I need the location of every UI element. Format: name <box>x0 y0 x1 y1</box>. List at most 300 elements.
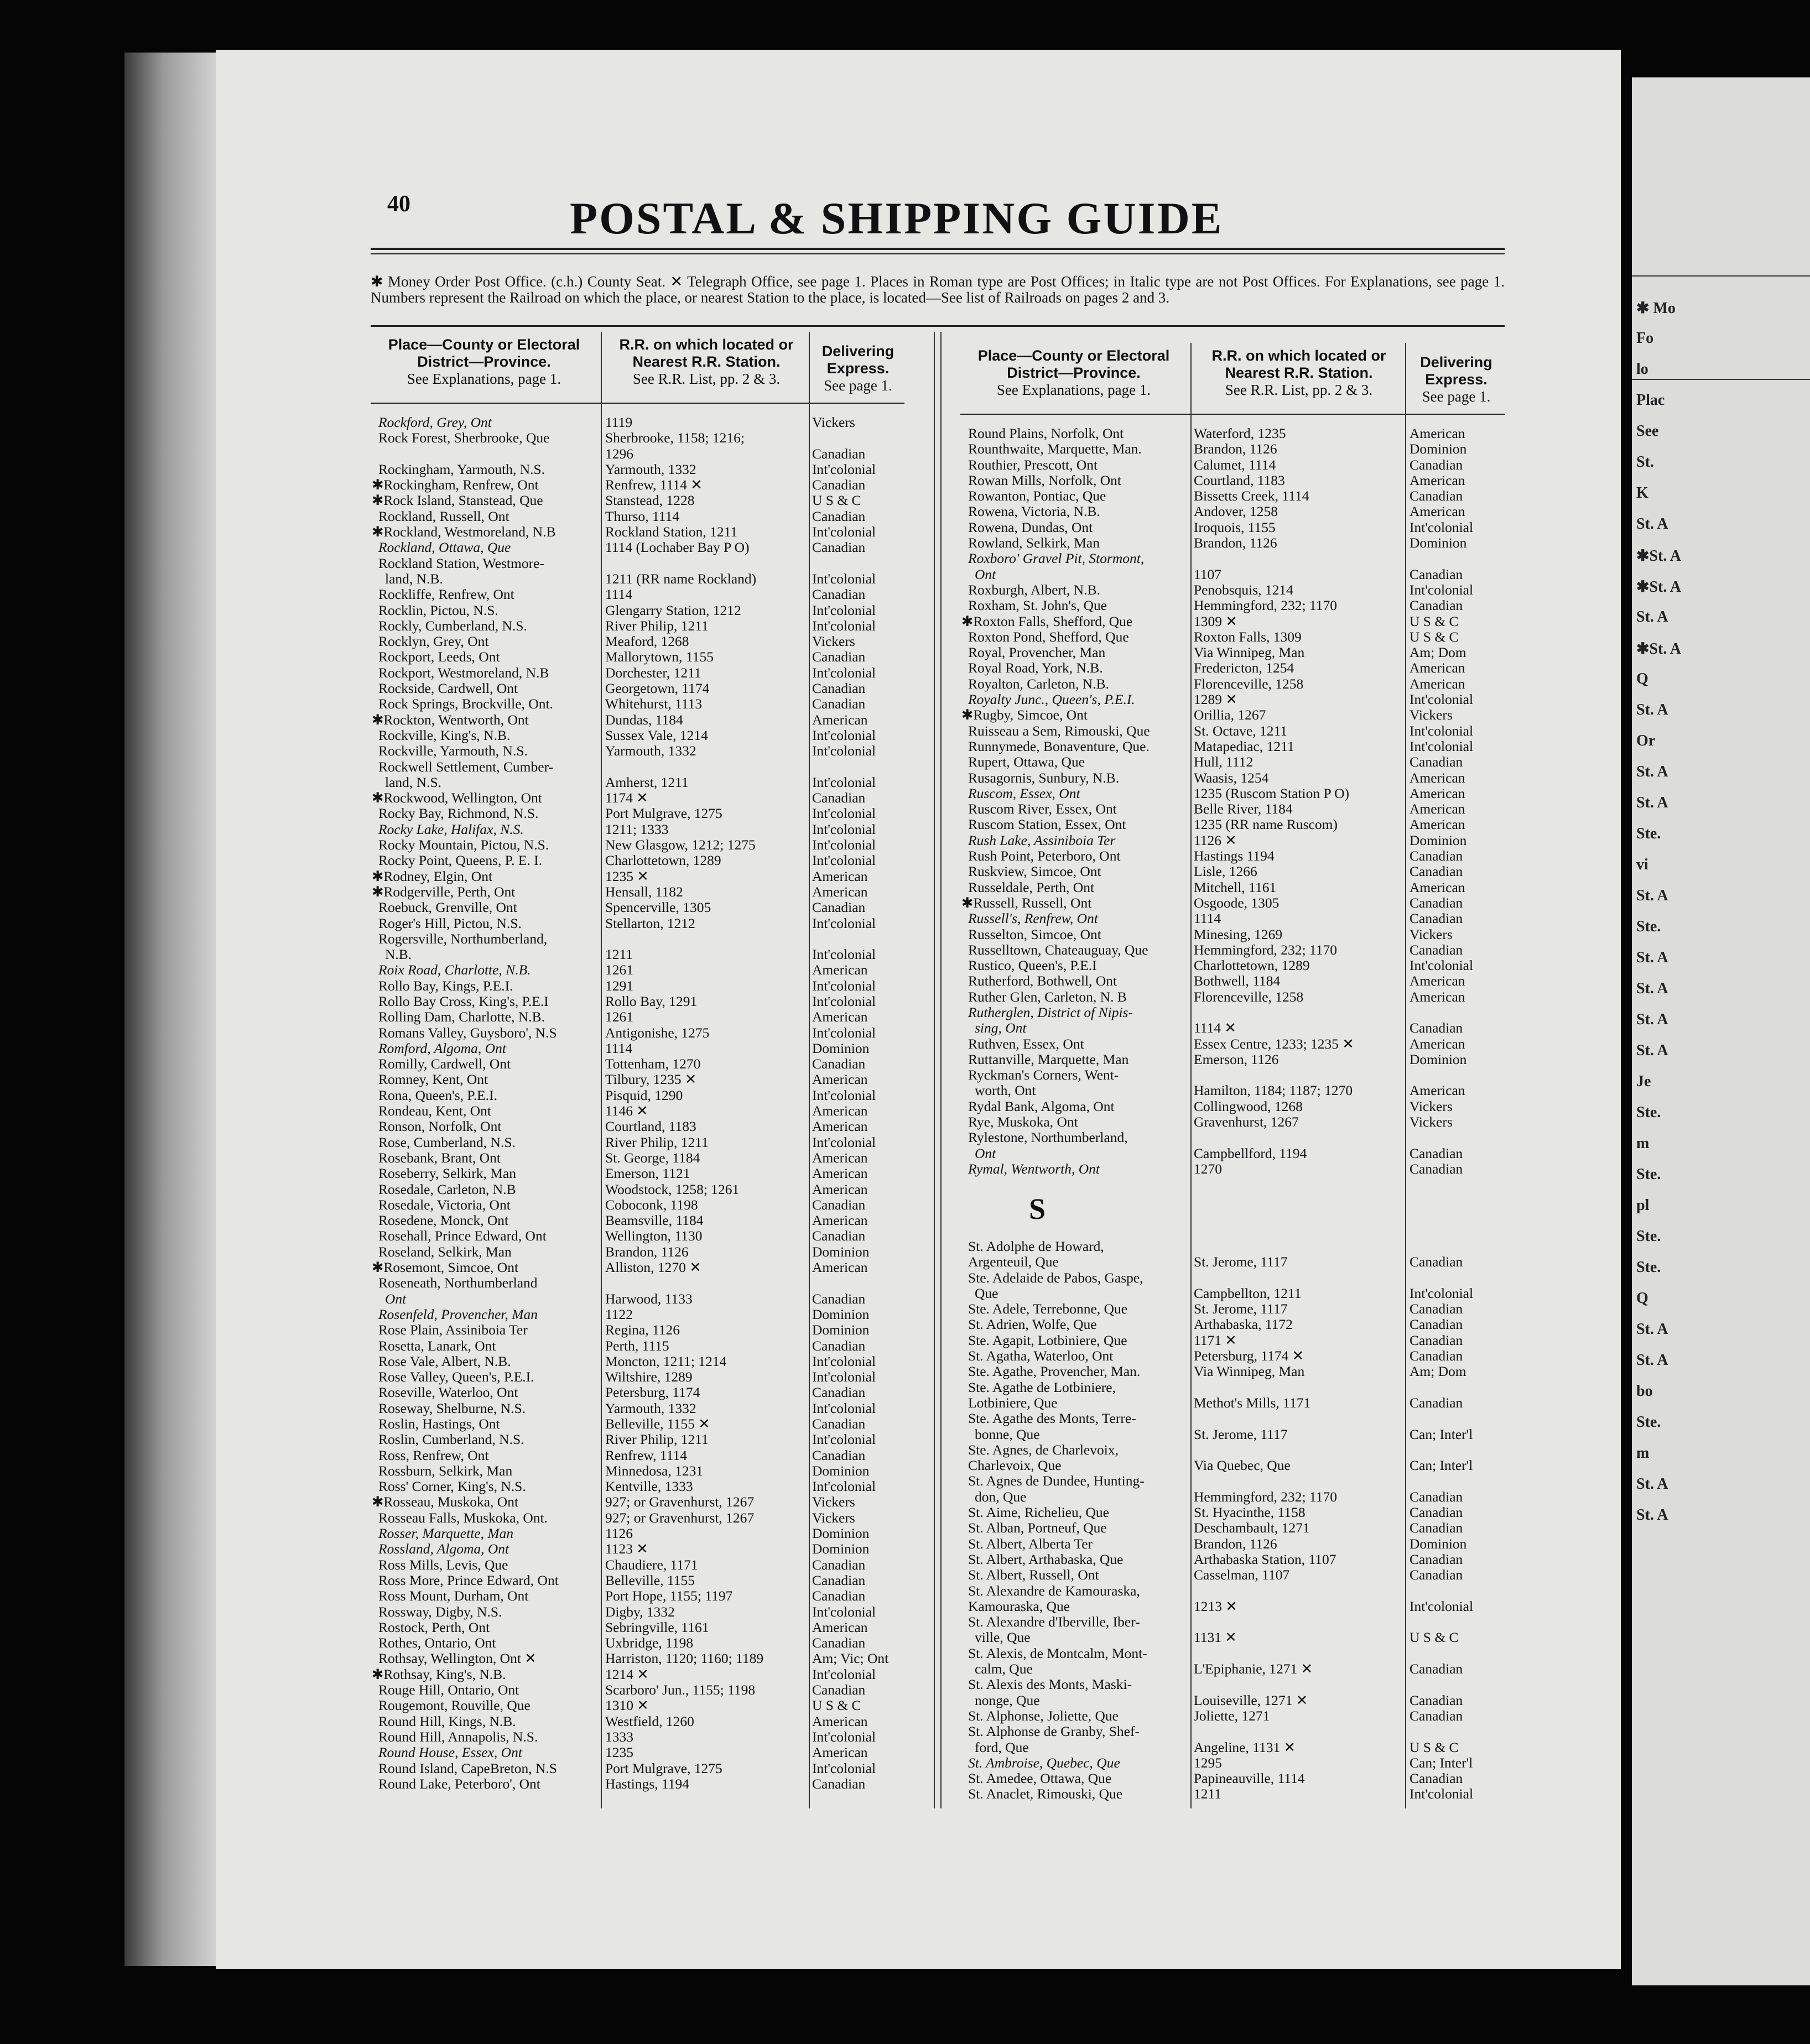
place-cell: St. Alexandre de Kamouraska, <box>968 1583 1140 1599</box>
express-cell: Int'colonial <box>812 1369 876 1385</box>
column-divider <box>934 332 935 1808</box>
table-row <box>961 567 1504 582</box>
table-row <box>961 1724 1504 1739</box>
place-cell: St. Aime, Richelieu, Que <box>968 1505 1109 1521</box>
table-row <box>372 962 903 978</box>
express-cell: American <box>1409 1036 1465 1052</box>
express-cell: Int'colonial <box>812 1134 876 1150</box>
table-row <box>961 1411 1504 1426</box>
table-row <box>961 1364 1504 1379</box>
railroad-cell: Courtland, 1183 <box>605 1119 696 1135</box>
railroad-cell: Rockland Station, 1211 <box>605 524 738 540</box>
place-cell: Rougemont, Rouville, Que <box>378 1698 530 1714</box>
railroad-cell: 1235 (RR name Ruscom) <box>1194 817 1338 833</box>
header-rule-top <box>371 325 1505 327</box>
place-cell: Rush Point, Peterboro, Ont <box>968 848 1121 864</box>
table-row <box>372 1463 903 1479</box>
express-cell: Int'colonial <box>812 978 876 994</box>
railroad-cell: Mallorytown, 1155 <box>605 649 714 665</box>
express-cell: Canadian <box>1409 1317 1463 1333</box>
header-rr-right <box>1194 347 1404 399</box>
railroad-cell: L'Epiphanie, 1271 ✕ <box>1194 1661 1313 1677</box>
railroad-cell: Hemmingford, 232; 1170 <box>1194 598 1337 614</box>
table-row <box>372 1761 903 1776</box>
facing-page-text: bo <box>1636 1383 1653 1400</box>
express-cell: Int'colonial <box>812 618 876 634</box>
place-cell: ville, Que <box>975 1630 1031 1646</box>
place-cell: Round Island, CapeBreton, N.S <box>378 1760 557 1776</box>
table-row <box>372 1432 903 1447</box>
facing-page-text: St. A <box>1636 1321 1668 1338</box>
railroad-cell: 1213 ✕ <box>1194 1598 1237 1614</box>
railroad-cell: 1126 ✕ <box>1194 832 1237 848</box>
facing-page-text: St. A <box>1636 887 1668 904</box>
table-row <box>961 739 1504 754</box>
place-cell: ✱Russell, Russell, Ont <box>961 895 1092 911</box>
place-cell: Rocky Mountain, Pictou, N.S. <box>378 837 549 853</box>
railroad-cell: Fredericton, 1254 <box>1194 660 1294 676</box>
express-cell: American <box>1409 785 1465 801</box>
place-cell: ✱Rockwood, Wellington, Ont <box>372 790 542 806</box>
place-cell: Rockville, King's, N.B. <box>378 727 511 743</box>
express-cell: American <box>1409 660 1465 676</box>
facing-page-text: ✱St. A <box>1636 640 1682 658</box>
place-cell: St. Ambroise, Quebec, Que <box>968 1755 1120 1771</box>
place-cell: Rocky Bay, Richmond, N.S. <box>378 806 539 822</box>
railroad-cell: Tilbury, 1235 ✕ <box>605 1072 697 1088</box>
facing-page-text: pl <box>1636 1197 1650 1214</box>
table-row <box>372 1573 903 1588</box>
express-cell: Int'colonial <box>812 993 876 1009</box>
place-cell: Rothsay, Wellington, Ont ✕ <box>378 1651 537 1667</box>
place-cell: Ont <box>385 1291 407 1307</box>
table-row <box>961 1489 1504 1505</box>
table-row <box>372 1291 903 1307</box>
railroad-cell: Collingwood, 1268 <box>1194 1098 1303 1114</box>
railroad-cell: Hemmingford, 232; 1170 <box>1194 942 1337 958</box>
express-cell: Int'colonial <box>1409 738 1474 754</box>
railroad-cell: Meaford, 1268 <box>605 634 689 650</box>
place-cell: Charlevoix, Que <box>968 1458 1062 1474</box>
place-cell: Round Hill, Annapolis, N.S. <box>378 1729 538 1745</box>
place-cell: Rye, Muskoka, Ont <box>968 1114 1078 1130</box>
place-cell: Ross, Renfrew, Ont <box>378 1447 489 1463</box>
place-cell: St. Alphonse, Joliette, Que <box>968 1708 1119 1724</box>
place-cell: Roseberry, Selkirk, Man <box>378 1166 517 1182</box>
table-row <box>372 790 903 806</box>
railroad-cell: Renfrew, 1114 ✕ <box>605 477 703 493</box>
railroad-cell: St. Jerome, 1117 <box>1194 1254 1288 1270</box>
facing-page-text: Ste. <box>1636 918 1661 935</box>
table-row <box>961 1348 1504 1364</box>
railroad-cell: Courtland, 1183 <box>1194 472 1285 488</box>
table-row <box>961 848 1504 864</box>
table-row <box>372 462 903 477</box>
place-cell: Argenteuil, Que <box>968 1254 1059 1270</box>
header-place-line1: Place—County or Electoral <box>388 336 580 353</box>
place-cell: Ste. Adele, Terrebonne, Que <box>968 1301 1128 1317</box>
express-cell: American <box>812 1009 868 1025</box>
express-cell: Canadian <box>1409 1520 1463 1536</box>
table-row <box>961 1427 1504 1442</box>
place-cell: Rusagornis, Sunbury, N.B. <box>968 770 1120 786</box>
table-row <box>961 1708 1504 1724</box>
railroad-cell: Penobsquis, 1214 <box>1194 582 1293 598</box>
railroad-cell: River Philip, 1211 <box>605 1432 709 1448</box>
railroad-cell: Renfrew, 1114 <box>605 1447 687 1463</box>
table-row <box>372 1651 903 1666</box>
railroad-cell: Stanstead, 1228 <box>605 493 695 509</box>
express-cell: Am; Dom <box>1409 645 1466 661</box>
place-cell: Ste. Agathe de Lotbiniere, <box>968 1379 1116 1395</box>
express-cell: Canadian <box>1409 864 1463 880</box>
header-place-sub: See Explanations, page 1. <box>996 382 1151 398</box>
express-cell: Dominion <box>812 1463 870 1479</box>
place-cell: Rosser, Marquette, Man <box>378 1526 514 1542</box>
place-cell: Rockport, Westmoreland, N.B <box>378 665 549 681</box>
express-cell: Canadian <box>1409 754 1463 770</box>
railroad-cell: 1174 ✕ <box>605 790 648 806</box>
place-cell: Rockport, Leeds, Ont <box>378 649 500 665</box>
place-cell: Rouge Hill, Ontario, Ont <box>378 1682 519 1698</box>
place-cell: Rosedale, Victoria, Ont <box>378 1197 511 1213</box>
place-cell: Ste. Adelaide de Pabos, Gaspe, <box>968 1270 1143 1286</box>
table-row <box>372 1526 903 1541</box>
express-cell: American <box>812 1150 868 1166</box>
page-title: POSTAL & SHIPPING GUIDE <box>570 193 1224 243</box>
place-cell: Rock Springs, Brockville, Ont. <box>378 696 553 712</box>
railroad-cell: Petersburg, 1174 <box>605 1385 700 1401</box>
table-row <box>372 1448 903 1463</box>
railroad-cell: Campbellford, 1194 <box>1194 1145 1307 1161</box>
place-cell: Russelltown, Chateauguay, Que <box>968 942 1148 958</box>
express-cell: Dominion <box>812 1322 870 1338</box>
table-row <box>372 1166 903 1181</box>
express-cell: American <box>812 1103 868 1119</box>
railroad-cell: Dundas, 1184 <box>605 712 683 728</box>
express-cell: Int'colonial <box>812 774 876 790</box>
railroad-cell: Campbellton, 1211 <box>1194 1285 1302 1301</box>
place-cell: St. Adrien, Wolfe, Que <box>968 1317 1097 1333</box>
express-cell: Canadian <box>812 508 866 524</box>
place-cell: Ross Mount, Durham, Ont <box>378 1588 529 1604</box>
facing-page-text: St. <box>1636 453 1654 471</box>
railroad-cell: Arthabaska, 1172 <box>1194 1317 1293 1333</box>
table-row <box>961 1083 1504 1098</box>
place-cell: ✱Rockland, Westmoreland, N.B <box>372 524 556 540</box>
express-cell: American <box>1409 817 1465 833</box>
express-cell: Canadian <box>812 1588 866 1604</box>
table-row <box>372 1354 903 1369</box>
railroad-cell: Brandon, 1126 <box>605 1244 689 1260</box>
header-express-left <box>811 343 905 394</box>
place-cell: Rosetta, Lanark, Ont <box>378 1338 496 1354</box>
table-row <box>372 806 903 821</box>
express-cell: Dominion <box>812 1526 870 1542</box>
place-cell: land, N.S. <box>385 774 441 790</box>
place-cell: Rockliffe, Renfrew, Ont <box>378 587 514 603</box>
express-cell: American <box>1409 676 1465 692</box>
table-row <box>372 1698 903 1713</box>
express-cell: Int'colonial <box>812 1087 876 1103</box>
railroad-cell: 1214 ✕ <box>605 1666 649 1682</box>
express-cell: Int'colonial <box>812 821 876 837</box>
table-row <box>961 1755 1504 1771</box>
table-row <box>961 707 1504 723</box>
table-row <box>961 723 1504 739</box>
railroad-cell: Hensall, 1182 <box>605 884 683 900</box>
place-cell: Rockford, Grey, Ont <box>378 415 492 430</box>
table-row <box>372 1228 903 1244</box>
railroad-cell: Hull, 1112 <box>1194 754 1254 770</box>
place-cell: Ryckman's Corners, Went- <box>968 1067 1119 1083</box>
table-row <box>961 488 1504 504</box>
railroad-cell: Antigonishe, 1275 <box>605 1025 710 1041</box>
place-cell: Rockingham, Yarmouth, N.S. <box>378 461 545 477</box>
place-cell: Rocklin, Pictou, N.S. <box>378 602 498 618</box>
header-rule-left <box>371 403 904 404</box>
table-row <box>372 1557 903 1573</box>
table-row <box>372 415 903 430</box>
express-cell: American <box>1409 989 1465 1005</box>
railroad-cell: Port Mulgrave, 1275 <box>605 806 722 822</box>
place-cell: ✱Roxton Falls, Shefford, Que <box>961 613 1133 629</box>
railroad-cell: Florenceville, 1258 <box>1194 989 1304 1005</box>
express-cell: Int'colonial <box>1409 1285 1474 1301</box>
table-row <box>961 1599 1504 1614</box>
place-cell: St. Amedee, Ottawa, Que <box>968 1771 1112 1787</box>
table-row <box>372 1338 903 1354</box>
place-cell: Routhier, Prescott, Ont <box>968 457 1098 473</box>
railroad-cell: Alliston, 1270 ✕ <box>605 1260 701 1276</box>
facing-page-text: Ste. <box>1636 1228 1661 1245</box>
place-cell: Rollo Bay, Kings, P.E.I. <box>378 978 513 994</box>
table-row <box>961 1130 1504 1145</box>
railroad-cell: Arthabaska Station, 1107 <box>1194 1551 1336 1567</box>
express-cell: Vickers <box>1409 1114 1453 1130</box>
table-row <box>372 1729 903 1745</box>
place-cell: Roseville, Waterloo, Ont <box>378 1385 518 1401</box>
express-cell: Dominion <box>1409 1051 1467 1067</box>
place-cell: Ruscom River, Essex, Ont <box>968 801 1117 817</box>
facing-page-text: Fo <box>1636 330 1654 347</box>
express-cell: Canadian <box>812 1338 866 1354</box>
place-cell: St. Albert, Alberta Ter <box>968 1536 1093 1552</box>
railroad-cell: Wellington, 1130 <box>605 1228 703 1244</box>
express-cell: Canadian <box>812 649 866 665</box>
place-cell: Rutherglen, District of Nipis- <box>968 1004 1133 1020</box>
table-row <box>372 743 903 759</box>
railroad-cell: 1146 ✕ <box>605 1103 648 1119</box>
express-cell: Canadian <box>812 696 866 712</box>
railroad-cell: Sussex Vale, 1214 <box>605 727 708 743</box>
table-row <box>372 1009 903 1025</box>
railroad-cell: Emerson, 1121 <box>605 1166 690 1182</box>
railroad-cell: Belleville, 1155 <box>605 1572 695 1588</box>
express-cell: Canadian <box>1409 1020 1463 1036</box>
place-cell: Rocklyn, Grey, Ont <box>378 634 489 650</box>
railroad-cell: 1171 ✕ <box>1194 1332 1237 1348</box>
railroad-cell: Mitchell, 1161 <box>1194 879 1277 895</box>
table-row <box>961 786 1504 801</box>
railroad-cell: Uxbridge, 1198 <box>605 1635 694 1651</box>
express-cell: Canadian <box>1409 1301 1463 1317</box>
table-row <box>961 1099 1504 1114</box>
railroad-cell: Charlottetown, 1289 <box>605 853 721 869</box>
facing-page-text: Ste. <box>1636 825 1661 842</box>
place-cell: Royalton, Carleton, N.B. <box>968 676 1109 692</box>
table-row <box>961 864 1504 879</box>
table-row <box>961 1520 1504 1536</box>
railroad-cell: 1261 <box>605 1009 633 1025</box>
header-exp-line1: Delivering <box>821 343 894 359</box>
express-cell: Int'colonial <box>1409 723 1474 739</box>
facing-page-text: St. A <box>1636 1011 1668 1028</box>
railroad-cell: Via Quebec, Que <box>1194 1458 1291 1474</box>
table-row <box>961 535 1504 551</box>
place-cell: Rostock, Perth, Ont <box>378 1619 490 1635</box>
table-row <box>372 477 903 493</box>
railroad-cell: Thurso, 1114 <box>605 508 680 524</box>
table-row <box>372 853 903 868</box>
railroad-cell: Lisle, 1266 <box>1194 864 1257 880</box>
railroad-cell: Brandon, 1126 <box>1194 535 1277 551</box>
table-row <box>961 1646 1504 1661</box>
table-row <box>372 1150 903 1166</box>
table-row <box>372 540 903 555</box>
table-row <box>372 1479 903 1494</box>
place-cell: Ruskview, Simcoe, Ont <box>968 864 1101 880</box>
express-cell: Can; Inter'l <box>1409 1755 1473 1771</box>
place-cell: land, N.B. <box>385 571 443 587</box>
book-page-edge <box>124 53 221 1966</box>
railroad-cell: Minesing, 1269 <box>1194 926 1283 942</box>
place-cell: Ruscom, Essex, Ont <box>968 785 1080 801</box>
table-row <box>961 1052 1504 1067</box>
express-cell: Canadian <box>1409 488 1463 504</box>
place-cell: St. Agnes de Dundee, Hunting- <box>968 1473 1145 1489</box>
table-row <box>961 660 1504 676</box>
header-place-line2: District—Province. <box>417 353 551 370</box>
express-cell: American <box>812 1072 868 1088</box>
express-cell: Dominion <box>1409 535 1467 551</box>
table-row <box>961 441 1504 457</box>
table-row <box>961 1552 1504 1567</box>
express-cell: Int'colonial <box>1409 582 1474 598</box>
express-cell: Int'colonial <box>812 806 876 822</box>
facing-page-text: m <box>1636 1135 1650 1152</box>
express-cell: Int'colonial <box>812 853 876 869</box>
place-cell: ✱Rodgerville, Perth, Ont <box>372 884 516 900</box>
railroad-cell: Stellarton, 1212 <box>605 915 695 931</box>
facing-page-text: St. A <box>1636 949 1668 966</box>
table-row <box>961 629 1504 645</box>
express-cell: Int'colonial <box>1409 692 1474 708</box>
railroad-cell: Brandon, 1126 <box>1194 441 1277 457</box>
place-cell: St. Alexis, de Montcalm, Mont- <box>968 1645 1147 1661</box>
table-row <box>961 1114 1504 1130</box>
facing-page-text: St. A <box>1636 980 1668 997</box>
express-cell: Canadian <box>812 1416 866 1432</box>
place-cell: Round House, Essex, Ont <box>378 1745 522 1761</box>
express-cell: Int'colonial <box>812 947 876 963</box>
place-cell: Ste. Agnes, de Charlevoix, <box>968 1442 1119 1458</box>
table-row <box>372 665 903 681</box>
place-cell: N.B. <box>385 947 412 963</box>
railroad-cell: Orillia, 1267 <box>1194 707 1266 723</box>
header-place-sub: See Explanations, page 1. <box>407 371 561 387</box>
table-row <box>372 1088 903 1103</box>
railroad-cell: Papineauville, 1114 <box>1194 1771 1305 1787</box>
table-row <box>372 728 903 743</box>
place-cell: Royal Road, York, N.B. <box>968 660 1103 676</box>
table-row <box>372 556 903 571</box>
place-cell: Russelton, Simcoe, Ont <box>968 926 1101 942</box>
railroad-cell: Waterford, 1235 <box>1194 426 1286 441</box>
place-cell: Ont <box>975 1145 996 1161</box>
express-cell: Canadian <box>812 1228 866 1244</box>
facing-page-text: Plac <box>1636 392 1665 409</box>
railroad-cell: St. George, 1184 <box>605 1150 700 1166</box>
table-row <box>961 1036 1504 1052</box>
express-cell: Int'colonial <box>1409 958 1474 974</box>
table-row <box>372 493 903 508</box>
railroad-cell: Rollo Bay, 1291 <box>605 993 698 1009</box>
legend-notice: ✱ Money Order Post Office. (c.h.) County Seat. ✕ Telegraph Office, see page 1. Places in Roman type are Post Offices; in Italic type are not Post Offices. For Explanations, see page 1. Numbers represent the Railroad on which the place, or nearest Station to the place, is located—See list of Railroads on pages 2 and 3. <box>371 273 1505 306</box>
express-cell: Int'colonial <box>812 1760 876 1776</box>
table-row <box>961 1239 1504 1254</box>
railroad-cell: Wiltshire, 1289 <box>605 1369 693 1385</box>
table-row <box>372 446 903 462</box>
place-cell: Ross' Corner, King's, N.S. <box>378 1479 526 1495</box>
railroad-cell: Glengarry Station, 1212 <box>605 602 741 618</box>
table-row <box>372 1197 903 1213</box>
place-cell: Rowena, Victoria, N.B. <box>968 504 1100 520</box>
table-row <box>372 571 903 587</box>
table-row <box>372 712 903 728</box>
table-row <box>961 1677 1504 1692</box>
table-row <box>372 1260 903 1275</box>
header-exp-line2: Express. <box>826 360 890 377</box>
express-cell: Canadian <box>812 1197 866 1213</box>
place-cell: St. Alphonse de Granby, Shef- <box>968 1724 1140 1740</box>
place-cell: Rossburn, Selkirk, Man <box>378 1463 513 1479</box>
railroad-cell: 1235 ✕ <box>605 868 649 884</box>
place-cell: Rylestone, Northumberland, <box>968 1130 1128 1146</box>
facing-page-text: Ste. <box>1636 1166 1661 1183</box>
railroad-cell: 927; or Gravenhurst, 1267 <box>605 1510 755 1526</box>
table-row <box>372 509 903 524</box>
place-cell: Ste. Agathe des Monts, Terre- <box>968 1411 1136 1427</box>
place-cell: Que <box>975 1285 998 1301</box>
railroad-cell: Port Mulgrave, 1275 <box>605 1760 722 1776</box>
facing-page-text: See <box>1636 423 1659 440</box>
railroad-cell: 1333 <box>605 1729 633 1745</box>
table-row <box>372 634 903 649</box>
table-row <box>961 598 1504 613</box>
facing-page-text: Ste. <box>1636 1414 1661 1431</box>
place-cell: St. Alexandre d'Iberville, Iber- <box>968 1614 1140 1630</box>
railroad-cell: St. Hyacinthe, 1158 <box>1194 1505 1306 1521</box>
place-cell: Ruther Glen, Carleton, N. B <box>968 989 1127 1005</box>
railroad-cell: Florenceville, 1258 <box>1194 676 1304 692</box>
left-table-body <box>372 415 903 1792</box>
place-cell: Rose Valley, Queen's, P.E.I. <box>378 1369 534 1385</box>
express-cell: Canadian <box>1409 1348 1463 1364</box>
place-cell: Roseway, Shelburne, N.S. <box>378 1400 526 1416</box>
facing-page-text: vi <box>1636 856 1648 873</box>
railroad-cell: 1310 ✕ <box>605 1698 649 1714</box>
